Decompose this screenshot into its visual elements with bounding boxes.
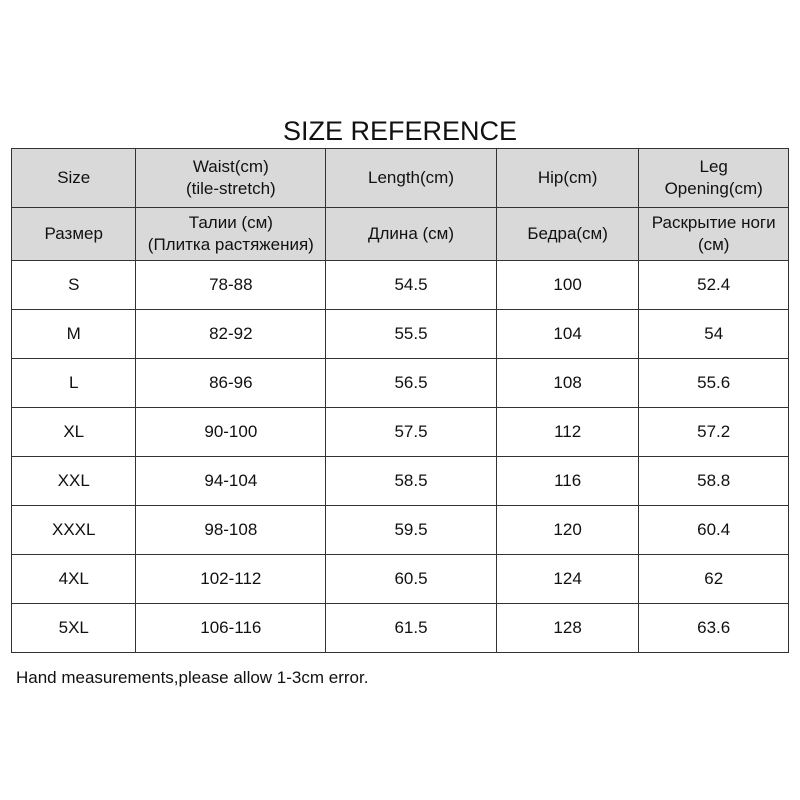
cell-leg-opening: 63.6 xyxy=(639,604,789,653)
header-size-label: Size xyxy=(57,168,91,187)
cell-waist: 94-104 xyxy=(136,457,326,506)
cell-length: 59.5 xyxy=(326,506,497,555)
cell-waist: 90-100 xyxy=(136,408,326,457)
cell-size: 5XL xyxy=(12,604,136,653)
header-waist-ru-line2: (Плитка растяжения) xyxy=(147,235,314,254)
cell-length: 57.5 xyxy=(326,408,497,457)
cell-hip: 100 xyxy=(496,261,639,310)
cell-length: 60.5 xyxy=(326,555,497,604)
header-waist-ru-line1: Талии (см) xyxy=(188,213,273,232)
cell-size: XXL xyxy=(12,457,136,506)
header-hip-ru xyxy=(496,208,639,261)
header-length xyxy=(326,149,497,208)
header-waist-ru xyxy=(136,208,326,261)
cell-hip: 116 xyxy=(496,457,639,506)
table-row xyxy=(12,359,789,408)
header-hip xyxy=(496,149,639,208)
cell-hip: 120 xyxy=(496,506,639,555)
header-size-ru-label: Размер xyxy=(44,224,103,243)
header-length-ru-label: Длина (см) xyxy=(368,224,455,243)
table-row xyxy=(12,457,789,506)
cell-leg-opening: 55.6 xyxy=(639,359,789,408)
cell-leg-opening: 54 xyxy=(639,310,789,359)
cell-waist: 102-112 xyxy=(136,555,326,604)
header-leg-opening xyxy=(639,149,789,208)
header-leg-ru-line2: (см) xyxy=(697,235,730,254)
header-waist-line1: Waist(cm) xyxy=(192,157,269,176)
cell-leg-opening: 57.2 xyxy=(639,408,789,457)
cell-size: XXXL xyxy=(12,506,136,555)
header-length-ru xyxy=(326,208,497,261)
header-length-label: Length(cm) xyxy=(368,168,454,187)
cell-length: 56.5 xyxy=(326,359,497,408)
header-hip-label: Hip(cm) xyxy=(537,168,598,187)
cell-leg-opening: 58.8 xyxy=(639,457,789,506)
cell-hip: 128 xyxy=(496,604,639,653)
header-row-english xyxy=(12,149,789,208)
cell-length: 58.5 xyxy=(326,457,497,506)
header-waist xyxy=(136,149,326,208)
cell-waist: 82-92 xyxy=(136,310,326,359)
table-row xyxy=(12,506,789,555)
cell-leg-opening: 62 xyxy=(639,555,789,604)
cell-length: 54.5 xyxy=(326,261,497,310)
header-waist-line2: (tile-stretch) xyxy=(185,179,276,198)
header-leg-ru-line1: Раскрытие ноги xyxy=(651,213,776,232)
header-leg-line2: Opening(cm) xyxy=(664,179,763,198)
header-size-ru xyxy=(12,208,136,261)
header-size xyxy=(12,149,136,208)
header-hip-ru-label: Бедра(см) xyxy=(527,224,608,243)
measurement-note: Hand measurements,please allow 1-3cm error. xyxy=(16,668,369,687)
cell-hip: 108 xyxy=(496,359,639,408)
cell-hip: 104 xyxy=(496,310,639,359)
table-row xyxy=(12,408,789,457)
size-reference-table xyxy=(11,148,789,653)
table-row xyxy=(12,310,789,359)
header-leg-line1: Leg xyxy=(699,157,728,176)
cell-size: S xyxy=(12,261,136,310)
cell-length: 55.5 xyxy=(326,310,497,359)
table-row xyxy=(12,555,789,604)
cell-waist: 98-108 xyxy=(136,506,326,555)
cell-size: M xyxy=(12,310,136,359)
header-leg-opening-ru xyxy=(639,208,789,261)
cell-waist: 86-96 xyxy=(136,359,326,408)
header-row-russian xyxy=(12,208,789,261)
cell-leg-opening: 60.4 xyxy=(639,506,789,555)
cell-hip: 112 xyxy=(496,408,639,457)
cell-size: L xyxy=(12,359,136,408)
cell-length: 61.5 xyxy=(326,604,497,653)
cell-leg-opening: 52.4 xyxy=(639,261,789,310)
page-title: SIZE REFERENCE xyxy=(282,116,518,146)
cell-size: 4XL xyxy=(12,555,136,604)
cell-waist: 78-88 xyxy=(136,261,326,310)
table-row xyxy=(12,604,789,653)
cell-size: XL xyxy=(12,408,136,457)
cell-waist: 106-116 xyxy=(136,604,326,653)
cell-hip: 124 xyxy=(496,555,639,604)
table-row xyxy=(12,261,789,310)
